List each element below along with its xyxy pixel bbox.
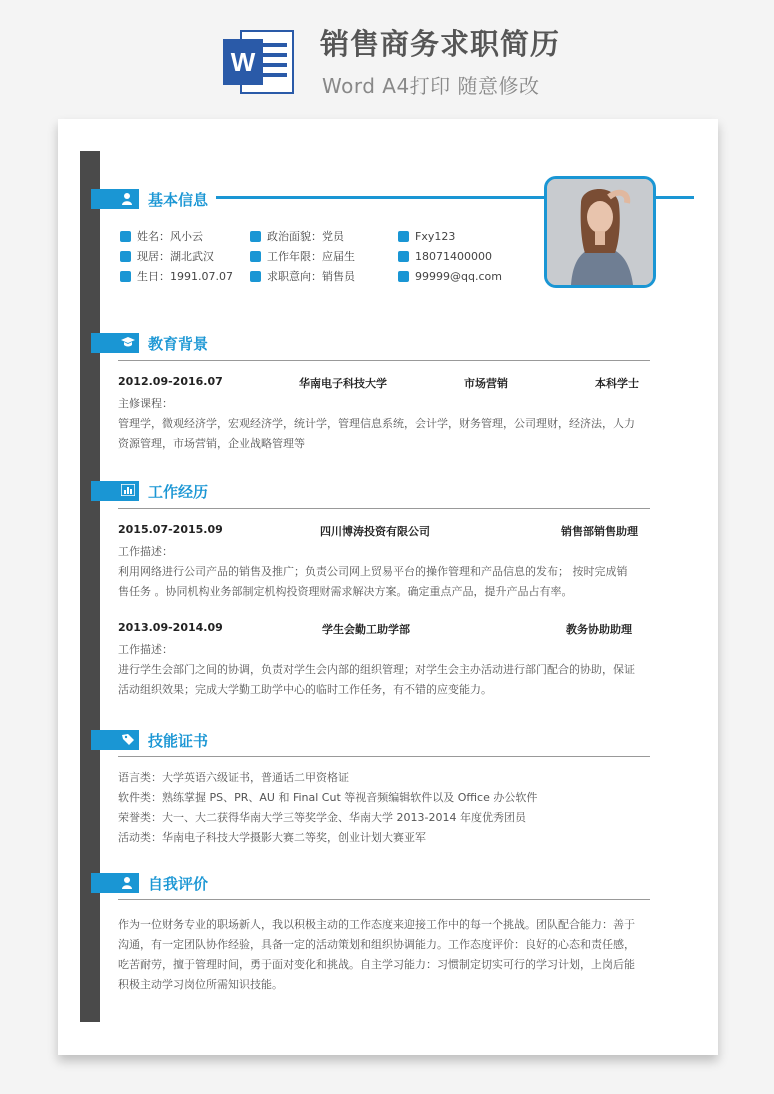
section-title-work: 工作经历	[148, 483, 209, 501]
info-birthday: 生日：1991.07.07	[120, 270, 233, 284]
skill-activity: 活动类：华南电子科技大学摄影大赛二等奖，创业计划大赛亚军	[118, 831, 426, 844]
edu-courses-line1: 管理学，微观经济学，宏观经济学，统计学，管理信息系统，会计学，财务管理，公司理财，经济法，人力	[118, 417, 635, 430]
section-title-education: 教育背景	[148, 335, 209, 353]
work1-company: 四川博涛投资有限公司	[320, 525, 430, 538]
mail-icon	[398, 271, 409, 282]
info-residence: 现居：湖北武汉	[120, 250, 214, 264]
section-title-basic: 基本信息	[148, 191, 209, 209]
info-work-years: 工作年限：应届生	[250, 250, 355, 264]
user-icon	[121, 192, 133, 206]
self-eval-line3: 吃苦耐劳，擅于管理时间，勇于面对变化和挑战。自主学习能力：习惯制定切实可行的学习计划，上岗后能	[118, 958, 635, 971]
info-wechat: Fxy123	[398, 230, 455, 244]
work1-period: 2015.07-2015.09	[118, 523, 223, 536]
work1-desc-line2: 售任务 。协同机构业务部制定机构投资理财需求解决方案。确定重点产品，提升产品占有率。	[118, 585, 573, 598]
section-line-education	[118, 360, 650, 361]
work2-desc-label: 工作描述：	[118, 643, 173, 656]
section-line-skills	[118, 756, 650, 757]
work1-desc-line1: 利用网络进行公司产品的销售及推广；负责公司网上贸易平台的操作管理和产品信息的发布； 按时完成销	[118, 565, 628, 578]
section-title-self: 自我评价	[148, 875, 209, 893]
info-name: 姓名：风小云	[120, 230, 203, 244]
logo-letter: W	[230, 47, 256, 77]
self-eval-line2: 沟通，有一定团队协作经验，具备一定的活动策划和组织协调能力。工作态度评价：良好的心态和责任感，	[118, 938, 635, 951]
graduation-cap-icon	[121, 336, 135, 348]
section-line-work	[118, 508, 650, 509]
resume-page	[58, 119, 718, 1055]
edu-major: 市场营销	[464, 377, 508, 390]
work2-period: 2013.09-2014.09	[118, 621, 223, 634]
section-tab-education	[91, 333, 139, 353]
info-intention: 求职意向：销售员	[250, 270, 355, 284]
skill-language: 语言类：大学英语六级证书，普通话二甲资格证	[118, 771, 349, 784]
work1-desc-label: 工作描述：	[118, 545, 173, 558]
phone-icon	[398, 251, 409, 262]
skill-software: 软件类：熟练掌握 PS、PR、AU 和 Final Cut 等视音频编辑软件以及 Office 办公软件	[118, 791, 538, 804]
word-logo-icon	[221, 25, 295, 99]
location-icon	[120, 251, 131, 262]
header-title: 销售商务求职简历	[320, 27, 561, 61]
section-tab-work	[91, 481, 139, 501]
user-icon	[121, 876, 133, 890]
self-eval-line1: 作为一位财务专业的职场新人，我以积极主动的工作态度来迎接工作中的每一个挑战。团队配合能力：善于	[118, 918, 635, 931]
person-icon	[120, 231, 131, 242]
chat-icon	[398, 231, 409, 242]
header-subtitle: Word A4打印 随意修改	[322, 74, 540, 98]
info-email: 99999@qq.com	[398, 270, 502, 284]
badge-icon	[250, 231, 261, 242]
edu-school: 华南电子科技大学	[299, 377, 387, 390]
work1-position: 销售部销售助理	[561, 525, 638, 538]
skill-honor: 荣誉类：大一、大二获得华南大学三等奖学金、华南大学 2013-2014 年度优秀团员	[118, 811, 526, 824]
target-icon	[250, 271, 261, 282]
info-phone: 18071400000	[398, 250, 492, 264]
work2-desc-line2: 活动组织效果；完成大学勤工助学中心的临时工作任务，有不错的应变能力。	[118, 683, 492, 696]
calendar-icon	[120, 271, 131, 282]
info-political: 政治面貌：党员	[250, 230, 344, 244]
self-eval-line4: 积极主动学习岗位所需知识技能。	[118, 978, 283, 991]
section-line-self	[118, 899, 650, 900]
edu-period: 2012.09-2016.07	[118, 375, 223, 388]
section-tab-basic	[91, 189, 139, 209]
bar-chart-icon	[121, 484, 135, 496]
section-tab-skills	[91, 730, 139, 750]
tag-icon	[121, 733, 135, 745]
edu-courses-label: 主修课程：	[118, 397, 173, 410]
work2-company: 学生会勤工助学部	[322, 623, 410, 636]
section-tab-self	[91, 873, 139, 893]
profile-photo	[544, 176, 656, 288]
edu-courses-line2: 资源管理，市场营销，企业战略管理等	[118, 437, 305, 450]
work2-desc-line1: 进行学生会部门之间的协调，负责对学生会内部的组织管理；对学生会主办活动进行部门配合的协助，保证	[118, 663, 635, 676]
edu-degree: 本科学士	[595, 377, 639, 390]
briefcase-icon	[250, 251, 261, 262]
section-title-skills: 技能证书	[148, 732, 209, 750]
work2-position: 教务协助助理	[566, 623, 632, 636]
